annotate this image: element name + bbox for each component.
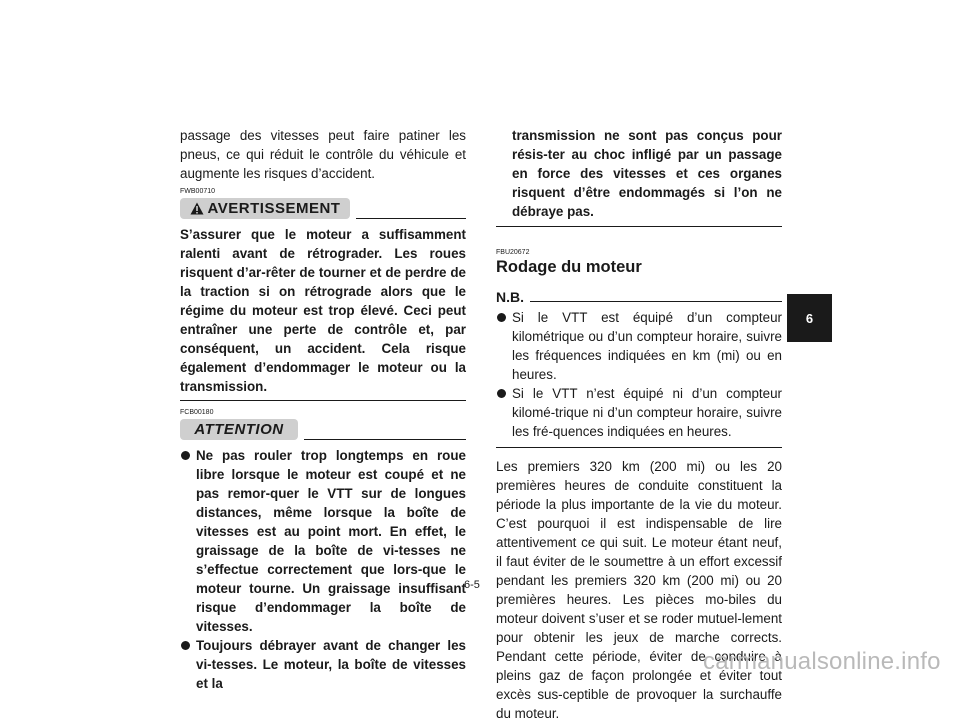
section-code: FBU20672 bbox=[496, 249, 530, 256]
right-column bbox=[496, 126, 782, 723]
bullet-icon bbox=[181, 641, 190, 650]
attention-continued-text: transmission ne sont pas conçus pour résis-ter au choc infligé par un passage en force des vitesses et ces organes risquent d’être endommagés si l’on ne débraye pas. bbox=[512, 128, 782, 219]
note-item bbox=[496, 384, 782, 441]
warning-label-box bbox=[180, 198, 350, 219]
note-rule bbox=[530, 301, 782, 302]
note-item-text: Si le VTT n’est équipé ni d’un compteur kilomé-trique ni d’un compteur horaire, suivre les fré-quences indiquées en heures. bbox=[512, 386, 782, 439]
bullet-icon bbox=[181, 451, 190, 460]
break-in-paragraph: Les premiers 320 km (200 mi) ou les 20 premières heures de conduite constituent la période la plus importante de la vie du moteur. C’est pourquoi il est indispensable de lire attentivement ce qui suit. Le moteur étant neuf, il faut éviter de le soumettre à un effort excessif pendant les premiers 320 km (200 mi) ou 20 premières heures. Les pièces mo-biles du moteur doivent s’user et se roder mutuel-lement pour obtenir les jeux de marche corrects. Pendant cette période, éviter de conduire à pleins gaz de façon prolongée et éviter tout excès sus-ceptible de provoquer la surchauffe du moteur. bbox=[496, 459, 782, 721]
attention-label-box bbox=[180, 419, 298, 440]
left-column bbox=[180, 126, 466, 693]
chapter-tab: 6 bbox=[787, 294, 832, 342]
warning-code: FWB00710 bbox=[180, 188, 216, 195]
note-end-rule bbox=[496, 447, 782, 448]
attention-item bbox=[180, 446, 466, 636]
attention-item bbox=[180, 636, 466, 693]
note-list bbox=[496, 308, 782, 441]
warning-rule bbox=[356, 218, 466, 219]
attention-header bbox=[180, 419, 466, 441]
warning-text: S’assurer que le moteur a suffisamment ralenti avant de rétrograder. Les roues risquent d’ar-rêter de tourner et de perdre de la traction si on rétrograde alors que le régime du moteur est trop élevé. Ceci peut entraîner une perte de contrôle et, par conséquent, un accident. Cela risque également d’endommager le moteur ou la transmission. bbox=[180, 227, 466, 394]
warning-label: AVERTISSEMENT bbox=[207, 200, 341, 217]
note-header bbox=[496, 289, 782, 305]
attention-rule bbox=[304, 439, 466, 440]
warning-end-rule bbox=[180, 400, 466, 401]
attention-label: ATTENTION bbox=[194, 421, 284, 438]
note-item-text: Si le VTT est équipé d’un compteur kilométrique ou d’un compteur horaire, suivre les fréquences indiquées en km (mi) ou en heures. bbox=[512, 310, 782, 382]
watermark: carmanualsonline.info bbox=[703, 648, 941, 675]
attention-item-text: Ne pas rouler trop longtemps en roue libre lorsque le moteur est coupé et ne pas remor-quer le VTT sur de longues distances, même lorsque la boîte de vitesses est au point mort. En effet, le graissage de la boîte de vi-tesses ne s’effectue correctement que lors-que le moteur tourne. Un graissage insuffisant risque d’endommager la boîte de vitesses. bbox=[196, 448, 466, 634]
page-number: 6-5 bbox=[464, 579, 480, 591]
warning-triangle-icon bbox=[190, 202, 204, 215]
attention-item-text: Toujours débrayer avant de changer les vi-tesses. Le moteur, la boîte de vitesses et la bbox=[196, 638, 466, 691]
attention-list bbox=[180, 446, 466, 693]
note-label: N.B. bbox=[496, 289, 524, 305]
intro-paragraph: passage des vitesses peut faire patiner les pneus, ce qui réduit le contrôle du véhicule et augmente les risques d’accident. bbox=[180, 128, 466, 181]
attention-code: FCB00180 bbox=[180, 409, 214, 416]
warning-header bbox=[180, 198, 466, 220]
section-title: Rodage du moteur bbox=[496, 258, 642, 276]
bullet-icon bbox=[497, 389, 506, 398]
attention-end-rule bbox=[496, 226, 782, 227]
note-item bbox=[496, 308, 782, 384]
bullet-icon bbox=[497, 313, 506, 322]
